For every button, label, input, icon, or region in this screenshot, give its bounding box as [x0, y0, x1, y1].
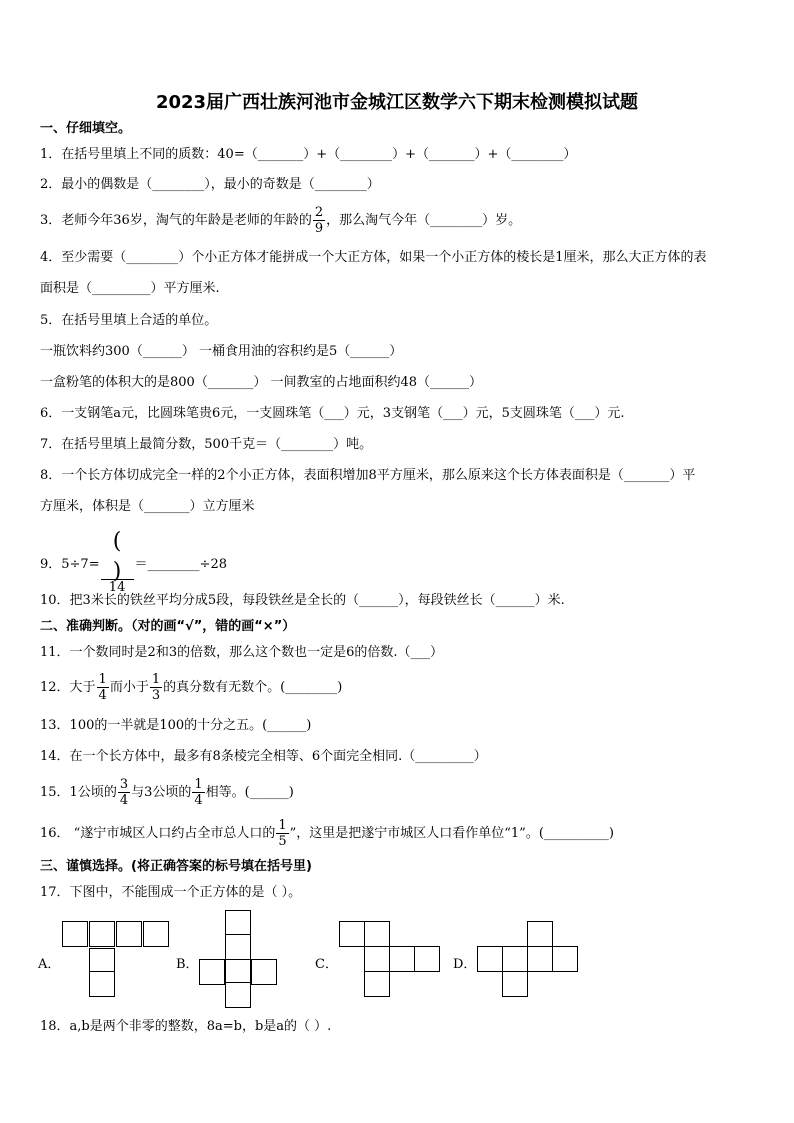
- question-11: 11．一个数同时是2和3的倍数，那么这个数也一定是6的倍数.（___）: [40, 645, 443, 660]
- question-4-line-1: 4．至少需要（________）个小正方体才能拼成一个大正方体，如果一个小正方体的棱长是1厘米，那么大正方体的表: [40, 250, 707, 265]
- net-square: [477, 946, 503, 972]
- net-square: [414, 946, 440, 972]
- fraction-numerator: 1: [98, 672, 107, 687]
- section-heading-1: 一、仔细填空。: [40, 121, 132, 136]
- fraction: [192, 777, 204, 808]
- net-square: [116, 921, 142, 947]
- question-8-line-1: 8．一个长方体切成完全一样的2个小正方体，表面积增加8平方厘米，那么原来这个长方体表面积是（_______）平: [40, 468, 696, 483]
- fraction: [97, 672, 109, 703]
- net-square: [89, 971, 115, 997]
- question-14: 14．在一个长方体中，最多有8条棱完全相等、6个面完全相同.（_________）: [40, 749, 487, 764]
- net-square: [552, 946, 578, 972]
- net-square: [502, 971, 528, 997]
- q12-text-after: 的真分数有无数个。(________): [163, 680, 343, 695]
- question-12: [40, 672, 342, 703]
- option-d-label: D．: [453, 957, 477, 972]
- q16-text-before: 16． “遂宁市城区人口约占全市总人口的: [40, 826, 276, 841]
- q16-text-after: ”，这里是把遂宁市城区人口看作单位“1”。(__________): [289, 826, 614, 841]
- net-square: [502, 946, 528, 972]
- section-heading-2: 二、准确判断。（对的画“√”，错的画“×”）: [40, 619, 296, 634]
- fraction-numerator: 2: [314, 205, 324, 220]
- net-square: [389, 946, 415, 972]
- q3-text-after: ，那么淘气今年（________）岁。: [326, 213, 522, 228]
- question-9: [40, 529, 227, 595]
- option-a-label: A．: [38, 957, 61, 972]
- question-2: 2．最小的偶数是（________），最小的奇数是（________）: [40, 177, 380, 192]
- q9-text-after: ＝________÷28: [134, 557, 227, 572]
- question-15: [40, 777, 294, 808]
- net-square: [339, 921, 365, 947]
- net-square: [225, 934, 251, 960]
- net-square: [364, 921, 390, 947]
- fraction-denominator: 3: [151, 688, 161, 703]
- fraction-numerator: 1: [151, 672, 161, 687]
- question-6: 6．一支钢笔a元，比圆珠笔贵6元，一支圆珠笔（___）元，3支钢笔（___）元，5支圆珠笔（___）元.: [40, 406, 625, 421]
- option-c-label: C．: [315, 957, 338, 972]
- question-13: 13．100的一半就是100的十分之五。(______): [40, 718, 312, 733]
- net-square: [527, 946, 553, 972]
- net-square: [251, 959, 277, 985]
- net-square: [199, 959, 225, 985]
- net-square: [364, 971, 390, 997]
- fraction: [101, 529, 134, 595]
- question-7: 7．在括号里填上最简分数，500千克＝（________）吨。: [40, 437, 373, 452]
- question-18: 18．a,b是两个非零的整数，8a=b，b是a的（ ）.: [40, 1019, 332, 1034]
- fraction: [150, 672, 162, 703]
- fraction: [118, 777, 130, 808]
- section-heading-3: 三、谨慎选择。(将正确答案的标号填在括号里): [40, 859, 312, 874]
- net-square: [225, 982, 251, 1008]
- question-5-row-2: 一盒粉笔的体积大的是800（_______） 一间教室的占地面积约48（______）: [40, 375, 482, 390]
- page-title: 2023届广西壮族河池市金城江区数学六下期末检测模拟试题: [155, 92, 639, 113]
- q15-text-before: 15．1公顷的: [40, 785, 117, 800]
- fraction-denominator: 5: [278, 834, 287, 849]
- net-square: [62, 921, 88, 947]
- net-square: [89, 921, 115, 947]
- net-square: [143, 921, 169, 947]
- fraction-numerator: 1: [194, 777, 203, 792]
- fraction-numerator-blank: ( ): [101, 534, 134, 580]
- question-16: [40, 818, 614, 849]
- net-square: [364, 946, 390, 972]
- question-3: [40, 205, 521, 236]
- question-8-line-2: 方厘米，体积是（_______）立方厘米: [40, 499, 255, 514]
- fraction: [313, 205, 325, 236]
- question-5: 5．在括号里填上合适的单位。: [40, 313, 218, 328]
- fraction-numerator: 1: [278, 818, 287, 833]
- fraction-denominator: 14: [108, 580, 126, 595]
- q15-text-mid: 与3公顷的: [131, 785, 192, 800]
- question-1: 1．在括号里填上不同的质数：40=（_______）+（________）+（_______）+（________）: [40, 147, 577, 162]
- question-17: 17．下图中，不能围成一个正方体的是（ ）。: [40, 885, 302, 900]
- fraction: [276, 818, 288, 849]
- net-square: [225, 910, 251, 936]
- fraction-denominator: 4: [98, 688, 107, 703]
- fraction-numerator: 3: [119, 777, 129, 792]
- question-10: 10．把3米长的铁丝平均分成5段，每段铁丝是全长的（______），每段铁丝长（______）米.: [40, 593, 565, 608]
- q12-text-mid: 而小于: [109, 680, 149, 695]
- net-square: [527, 921, 553, 947]
- question-4-line-2: 面积是（_________）平方厘米.: [40, 281, 220, 296]
- q9-text-before: 9．5÷7=: [40, 557, 100, 572]
- fraction-denominator: 9: [314, 221, 324, 236]
- q12-text-before: 12．大于: [40, 680, 96, 695]
- question-5-row-1: 一瓶饮料约300（______） 一桶食用油的容积约是5（______）: [40, 344, 403, 359]
- option-b-label: B．: [176, 957, 199, 972]
- fraction-denominator: 4: [194, 793, 203, 808]
- q15-text-after: 相等。(______): [205, 785, 294, 800]
- q3-text-before: 3．老师今年36岁，淘气的年龄是老师的年龄的: [40, 213, 312, 228]
- fraction-denominator: 4: [119, 793, 129, 808]
